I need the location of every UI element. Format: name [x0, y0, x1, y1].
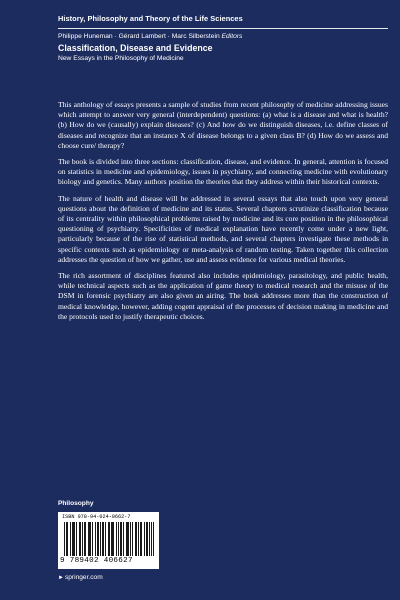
blurb-paragraph: The book is divided into three sections: classification, disease, and evidence. In general, attention is focused on statistics in medicine and epidemiology, issues in psychiatry, and connecting medicine with evolutionary biology and genetics. Many authors position the theories that they address within their historical contexts.: [58, 157, 388, 187]
blurb: [58, 100, 388, 328]
isbn-text: ISBN 978-94-024-0662-7: [62, 514, 131, 520]
book-subtitle: New Essays in the Philosophy of Medicine: [58, 55, 184, 62]
barcode: [58, 512, 159, 569]
blurb-paragraph: The rich assortment of disciplines featured also includes epidemiology, parasitology, and public health, while technical aspects such as the application of game theory to medical research and the misuse of the DSM in forensic psychiatry are also given an airing. The book addresses more than the construction of medical knowledge, however, adding cogent appraisal of the processes of decision making in medicine and the protocols used to justify therapeutic choices.: [58, 271, 388, 321]
editor-names: Philippe Huneman · Gérard Lambert · Marc Silberstein: [58, 33, 220, 40]
barcode-digits: 9 789402 406627: [60, 557, 133, 565]
header-rule: [58, 28, 388, 29]
barcode-bars: [64, 522, 154, 556]
publisher-link[interactable]: [58, 574, 103, 581]
editors-line: [58, 33, 388, 40]
series-title: History, Philosophy and Theory of the Life Sciences: [58, 14, 243, 23]
blurb-paragraph: This anthology of essays presents a sample of studies from recent philosophy of medicine addressing issues which attempt to answer very general (interdependent) questions: (a) what is a disease and what is health? (b) How do we (causally) explain diseases? (c) And how do we distinguish diseases, i.e. define classes of diseases and recognize that an instance X of disease belongs to a given class B? (d) How do we assess and choose cure/ therapy?: [58, 100, 388, 150]
editors-role: Editors: [221, 33, 243, 40]
book-title: Classification, Disease and Evidence: [58, 43, 213, 53]
arrow-icon: ►: [58, 575, 64, 581]
publisher-url: springer.com: [64, 574, 103, 581]
blurb-paragraph: The nature of health and disease will be addressed in several essays that also touch upon very general questions about the definition of medicine and its status. Several chapters scrutinize classification because of its centrality within philosophical problems raised by medicine and its core position in the philosophical questioning of psychiatry. Specificities of medical explanation have recently come under a new light, particularly because of the rise of statistical methods, and several chapters investigate these methods in specific contexts such as epidemiology or meta-analysis of random testing. Taken together this collection addresses the question of how we gather, use and assess evidence for various medical theories.: [58, 193, 388, 264]
series-header: [58, 14, 388, 62]
subject-label: Philosophy: [58, 500, 94, 507]
